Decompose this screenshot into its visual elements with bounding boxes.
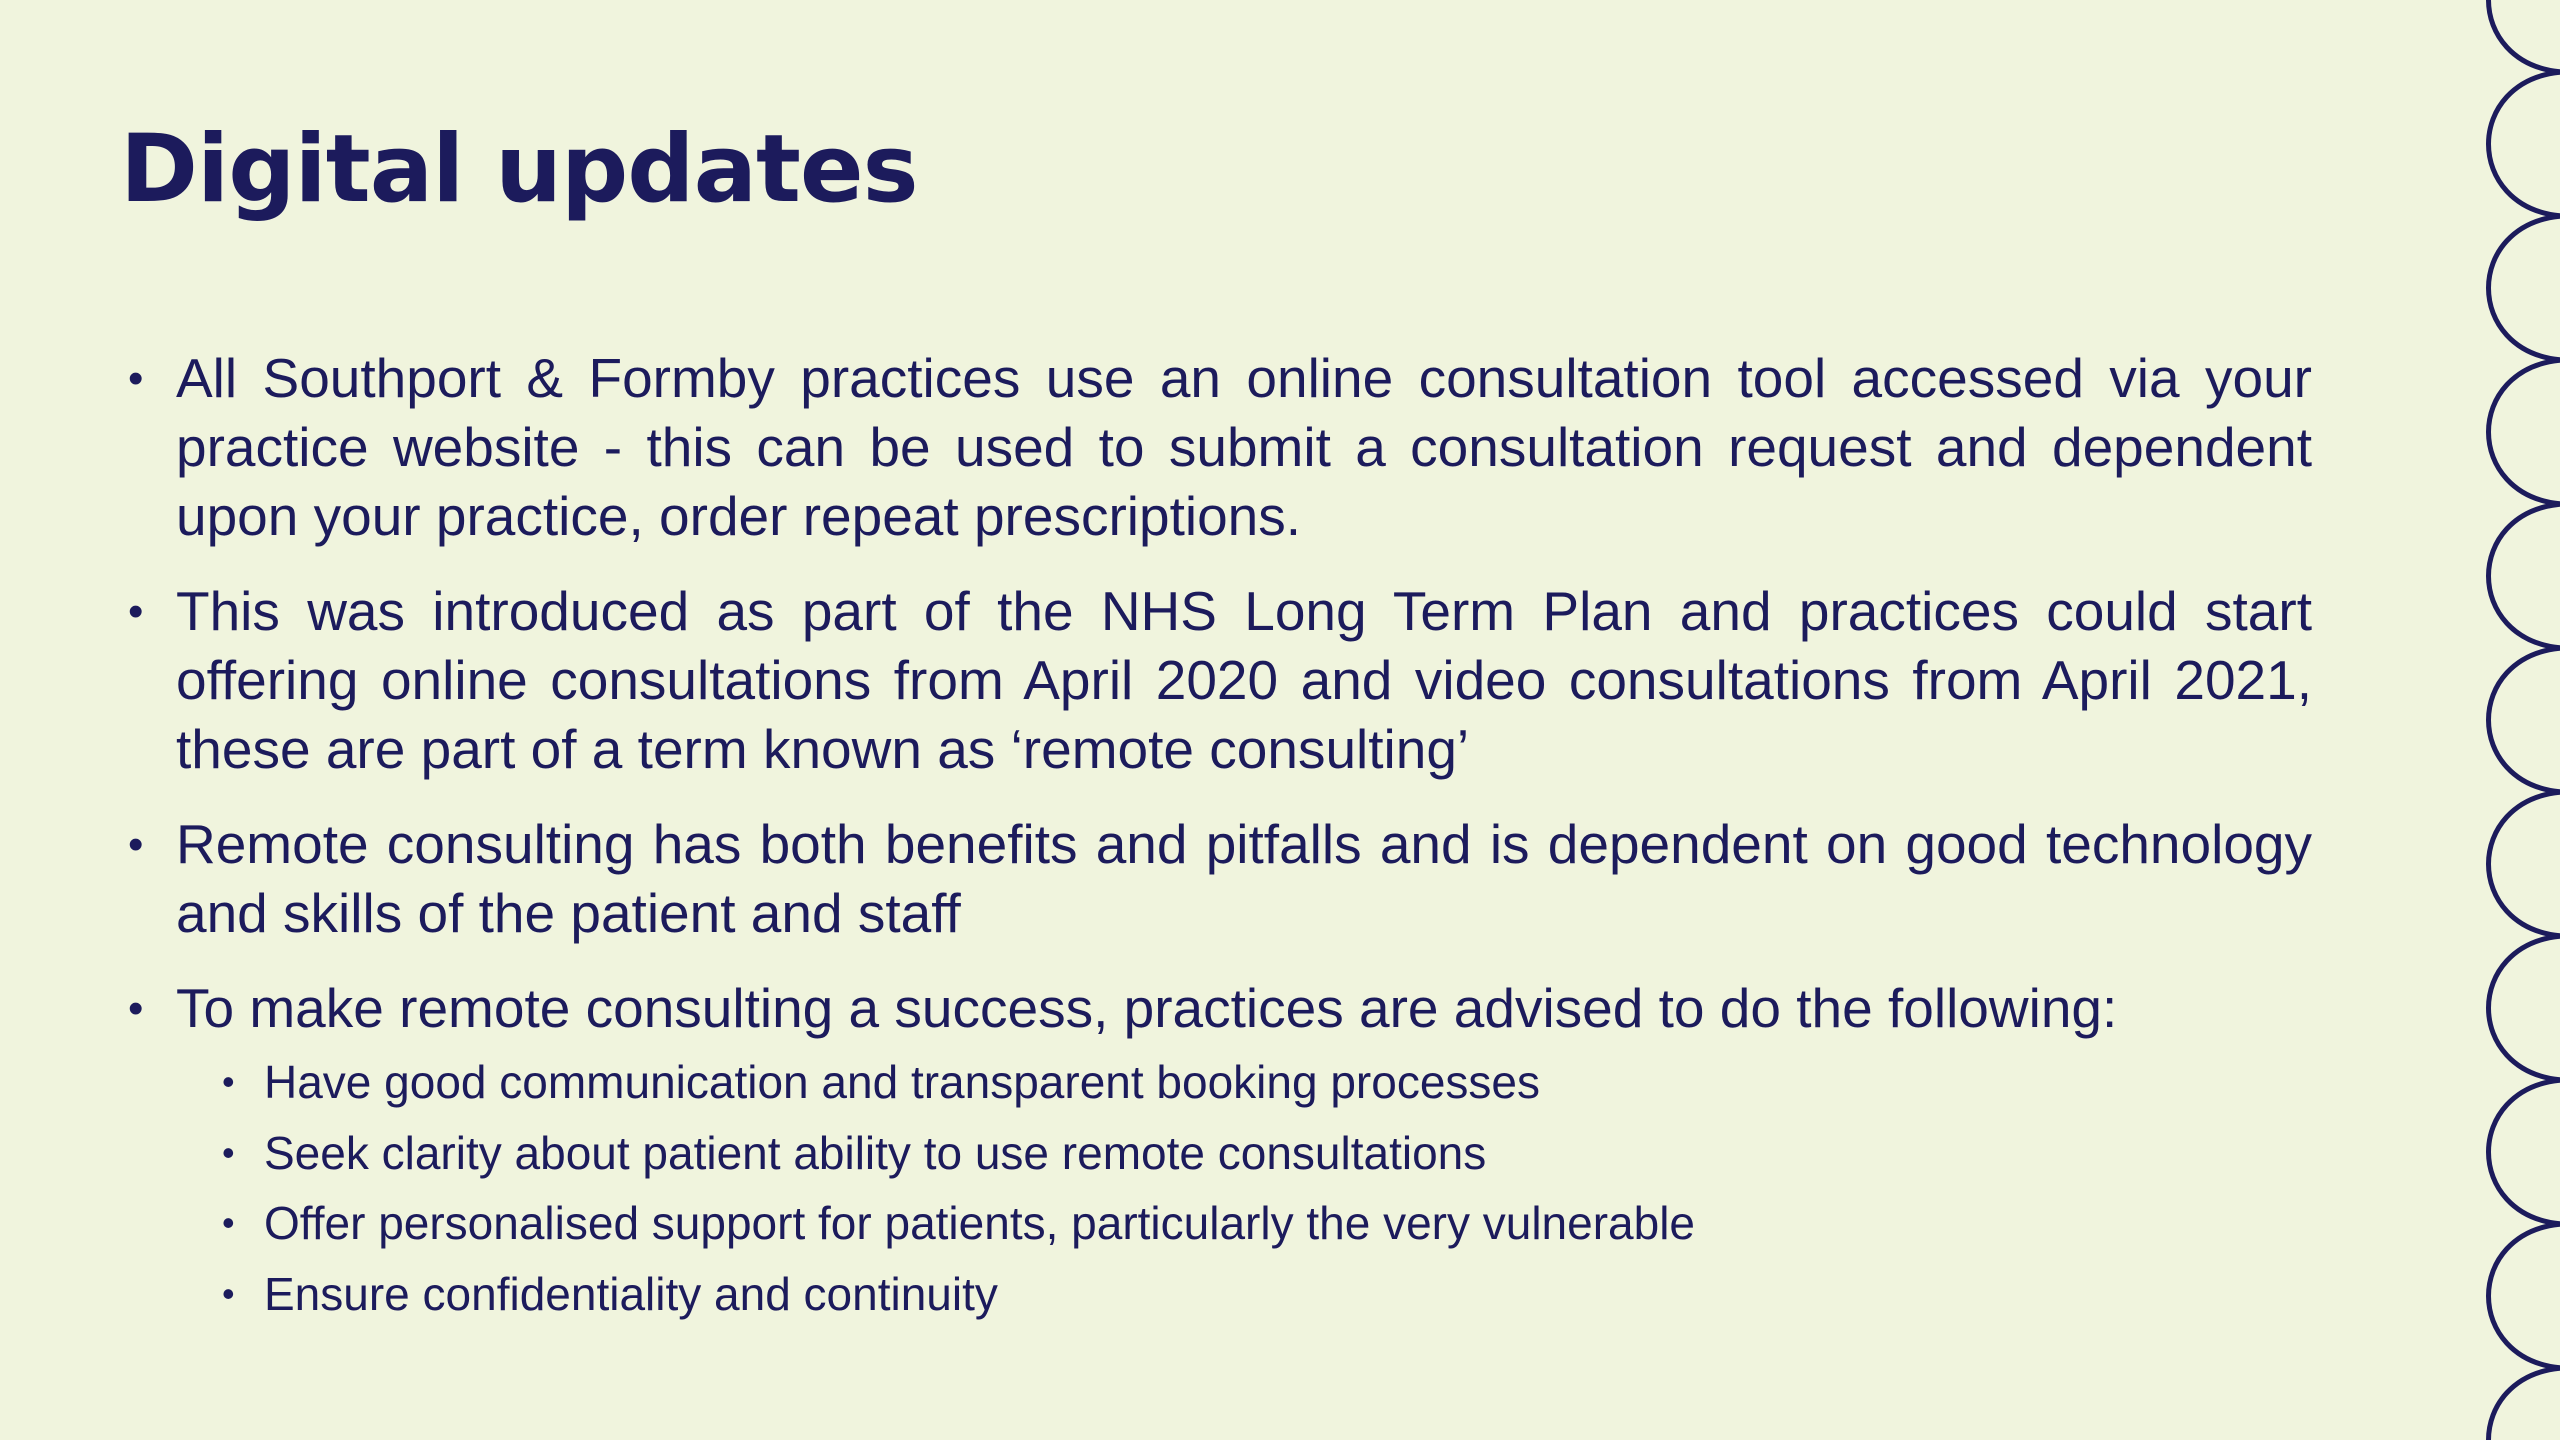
slide-title: Digital updates: [120, 115, 918, 224]
bullet-text: All Southport & Formby practices use an online consultation tool accessed via your practice website - this can be used to submit a consultation request and dependent upon your practice, order repeat prescriptions.: [176, 347, 2312, 547]
bullet-item-3: [120, 810, 2312, 948]
sub-bullet-marker: •: [222, 1131, 235, 1173]
bullet-list: [120, 344, 2312, 1355]
sub-bullet-text: Offer personalised support for patients, particularly the very vulnerable: [264, 1197, 1696, 1249]
bullet-marker: •: [128, 354, 144, 403]
bullet-marker: •: [128, 587, 144, 636]
sub-bullet-item-4: [216, 1259, 2312, 1330]
bullet-marker: •: [128, 984, 144, 1033]
sub-bullet-marker: •: [222, 1272, 235, 1314]
sub-bullet-item-3: [216, 1188, 2312, 1259]
sub-bullet-marker: •: [222, 1202, 235, 1243]
bullet-text: To make remote consulting a success, practices are advised to do the following:: [176, 977, 2118, 1039]
bullet-item-2: [120, 577, 2312, 784]
bullet-item-4: [120, 974, 2312, 1329]
sub-bullet-text: Ensure confidentiality and continuity: [264, 1267, 998, 1320]
sub-bullet-marker: •: [222, 1061, 235, 1102]
sub-bullet-item-1: [216, 1047, 2312, 1118]
sub-bullet-text: Seek clarity about patient ability to use remote consultations: [264, 1126, 1487, 1179]
scallop-arcs: [2489, 0, 2560, 1440]
bullet-item-1: [120, 344, 2312, 551]
sub-bullet-text: Have good communication and transparent booking processes: [264, 1056, 1540, 1108]
sub-bullet-item-2: [216, 1118, 2312, 1189]
bullet-text: This was introduced as part of the NHS Long Term Plan and practices could start offering online consultations from April 2020 and video consultations from April 2021, these are part of a term known as ‘remote consulting’: [176, 580, 2312, 780]
scalloped-border-icon: [2470, 0, 2560, 1440]
bullet-text: Remote consulting has both benefits and pitfalls and is dependent on good technology and skills of the patient and staff: [176, 813, 2312, 944]
bullet-marker: •: [128, 820, 144, 869]
sub-bullet-list: [176, 1047, 2312, 1329]
